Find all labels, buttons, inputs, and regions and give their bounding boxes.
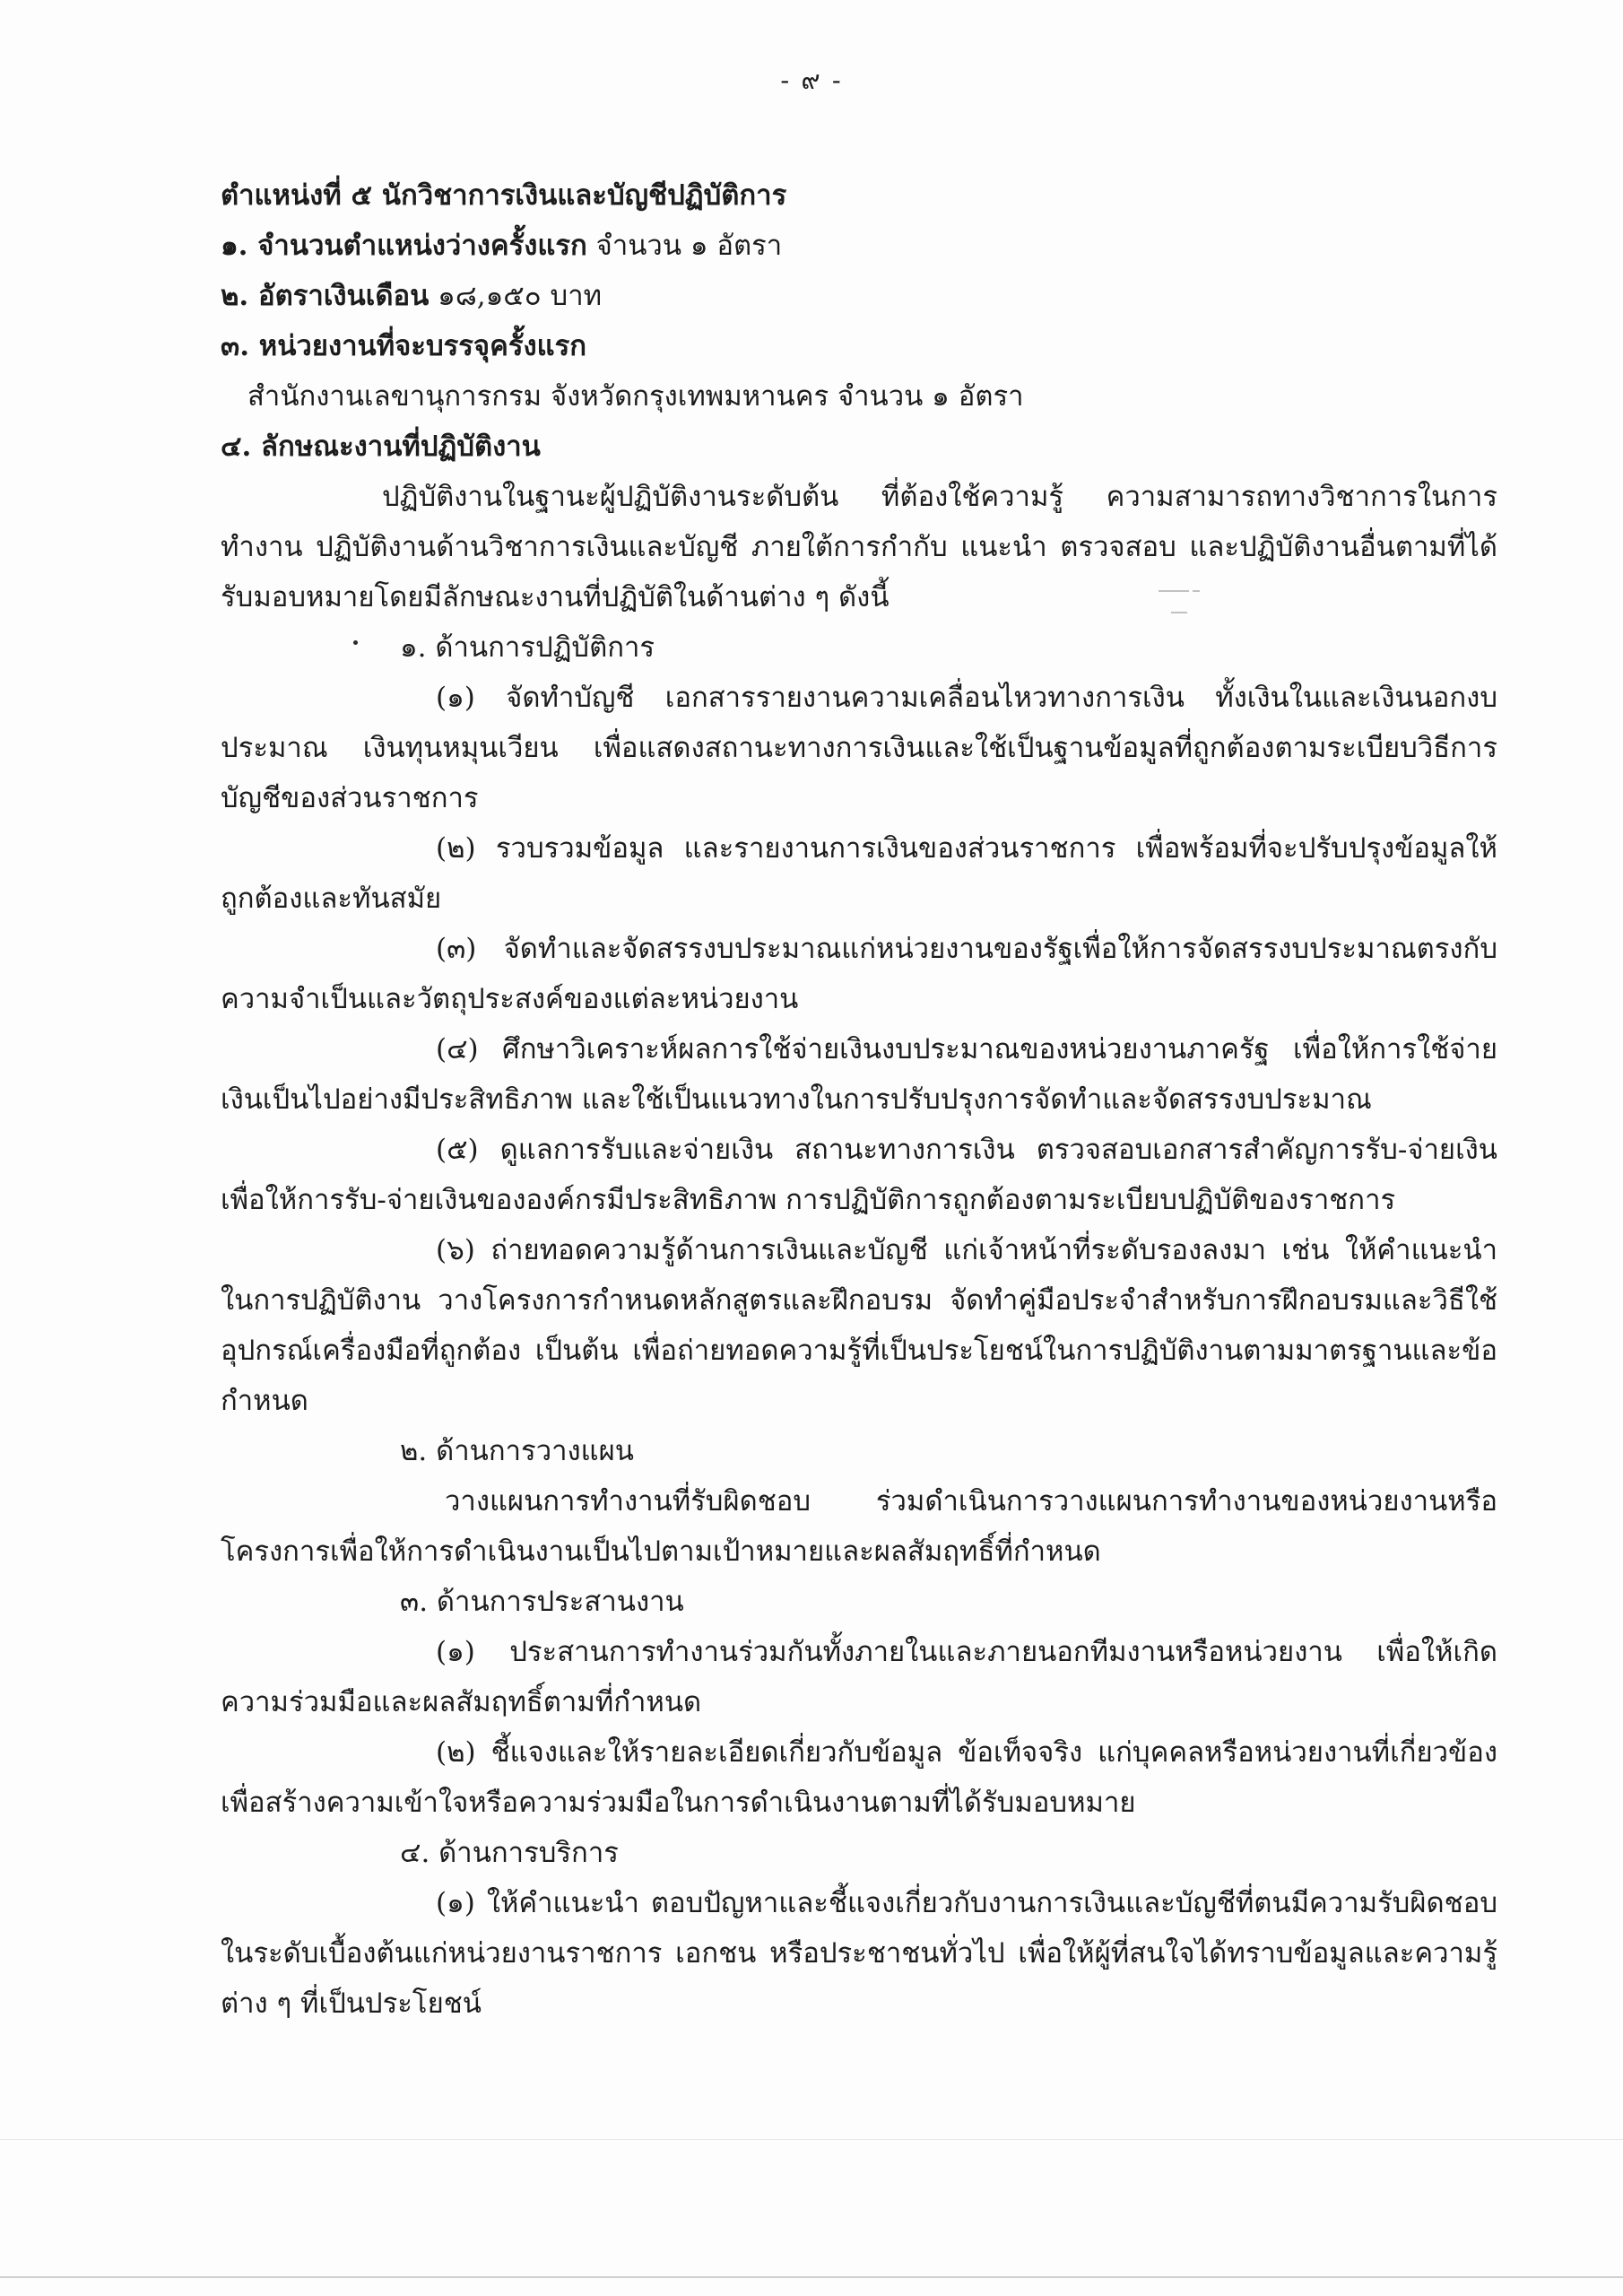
section-1-item-6: (๖) ถ่ายทอดความรู้ด้านการเงินและบัญชี แก่เจ้าหน้าที่ระดับรองลงมา เช่น ให้คำแนะนำในการปฏิบัติงาน วางโครงการกำหนดหลักสูตรและฝึกอบรม จัดทำคู่มือประจำสำหรับการฝึกอบรมและวิธีใช้อุปกรณ์เครื่องมือที่ถูกต้อง เป็นต้น เพื่อถ่ายทอดความรู้ที่เป็นประโยชน์ในการปฏิบัติงานตามมาตรฐานและข้อกำหนด bbox=[221, 1234, 1497, 1417]
section-1-item-4: (๔) ศึกษาวิเคราะห์ผลการใช้จ่ายเงินงบประมาณของหน่วยงานภาครัฐ เพื่อให้การใช้จ่ายเงินเป็นไปอย่างมีประสิทธิภาพ และใช้เป็นแนวทางในการปรับปรุงการจัดทำและจัดสรรงบประมาณ bbox=[221, 1033, 1497, 1116]
section-2-title: ๒. ด้านการวางแผน bbox=[400, 1435, 634, 1467]
item-2-value: ๑๘,๑๕๐ บาท bbox=[429, 280, 603, 312]
section-1-item-3: (๓) จัดทำและจัดสรรงบประมาณแก่หน่วยงานของรัฐเพื่อให้การจัดสรรงบประมาณตรงกับความจำเป็นและวัตถุประสงค์ของแต่ละหน่วยงาน bbox=[221, 933, 1497, 1015]
item-2 bbox=[221, 271, 1497, 321]
section-2-text: วางแผนการทำงานที่รับผิดชอบ ร่วมดำเนินการวางแผนการทำงานของหน่วยงานหรือโครงการเพื่อให้การดำเนินงานเป็นไปตามเป้าหมายและผลสัมฤทธิ์ที่กำหนด bbox=[221, 1485, 1497, 1568]
section-3-item-1: (๑) ประสานการทำงานร่วมกันทั้งภายในและภายนอกทีมงานหรือหน่วยงาน เพื่อให้เกิด ความร่วมมือและผลสัมฤทธิ์ตามที่กำหนด bbox=[221, 1636, 1497, 1718]
item-3-label: ๓. หน่วยงานที่จะบรรจุครั้งแรก bbox=[221, 330, 587, 362]
position-title: ตำแหน่งที่ ๕ นักวิชาการเงินและบัญชีปฏิบัติการ bbox=[221, 179, 787, 212]
section-4-title: ๔. ด้านการบริการ bbox=[400, 1837, 619, 1869]
section-1-item-1: (๑) จัดทำบัญชี เอกสารรายงานความเคลื่อนไหวทางการเงิน ทั้งเงินในและเงินนอกงบประมาณ เงินทุนหมุนเวียน เพื่อแสดงสถานะทางการเงินและใช้เป็นฐานข้อมูลที่ถูกต้องตามระเบียบวิธีการบัญชีของส่วนราชการ bbox=[221, 682, 1497, 814]
item-3-unit: สำนักงานเลขานุการกรม จังหวัดกรุงเทพมหานคร จำนวน ๑ อัตรา bbox=[247, 380, 1024, 413]
item-1-label: ๑. จำนวนตำแหน่งว่างครั้งแรก bbox=[221, 230, 587, 262]
page-bottom-edge bbox=[0, 2276, 1623, 2278]
page-number: - ๙ - bbox=[780, 65, 843, 95]
section-3-title: ๓. ด้านการประสานงาน bbox=[400, 1586, 684, 1618]
scan-edge-line bbox=[0, 2139, 1623, 2140]
section-1-item-2: (๒) รวบรวมข้อมูล และรายงานการเงินของส่วนราชการ เพื่อพร้อมที่จะปรับปรุงข้อมูลให้ถูกต้องและทันสมัย bbox=[221, 832, 1497, 915]
item-4-intro: ปฏิบัติงานในฐานะผู้ปฏิบัติงานระดับต้น ที่ต้องใช้ความรู้ ความสามารถทางวิชาการในการทำงาน ปฏิบัติงานด้านวิชาการเงินและบัญชี ภายใต้การกำกับ แนะนำ ตรวจสอบ และปฏิบัติงานอื่นตามที่ได้รับมอบหมายโดยมีลักษณะงานที่ปฏิบัติในด้านต่าง ๆ ดังนี้ bbox=[221, 481, 1497, 613]
item-1-value: จำนวน ๑ อัตรา bbox=[586, 230, 783, 262]
section-1-title: ๑. ด้านการปฏิบัติการ bbox=[400, 631, 655, 664]
document-body bbox=[221, 170, 1497, 2029]
item-1 bbox=[221, 221, 1497, 271]
section-4-item-1: (๑) ให้คำแนะนำ ตอบปัญหาและชี้แจงเกี่ยวกับงานการเงินและบัญชีที่ตนมีความรับผิดชอบในระดับเบื้องต้นแก่หน่วยงานราชการ เอกชน หรือประชาชนทั่วไป เพื่อให้ผู้ที่สนใจได้ทราบข้อมูลและความรู้ต่าง ๆ ที่เป็นประโยชน์ bbox=[221, 1887, 1497, 2020]
item-2-label: ๒. อัตราเงินเดือน bbox=[221, 280, 430, 312]
section-3-item-2: (๒) ชี้แจงและให้รายละเอียดเกี่ยวกับข้อมูล ข้อเท็จจริง แก่บุคคลหรือหน่วยงานที่เกี่ยวข้องเพื่อสร้างความเข้าใจหรือความร่วมมือในการดำเนินงานตามที่ได้รับมอบหมาย bbox=[221, 1736, 1497, 1819]
item-4-label: ๔. ลักษณะงานที่ปฏิบัติงาน bbox=[221, 430, 541, 463]
section-1-item-5: (๕) ดูแลการรับและจ่ายเงิน สถานะทางการเงิน ตรวจสอบเอกสารสำคัญการรับ-จ่ายเงินเพื่อให้การรับ-จ่ายเงินขององค์กรมีประสิทธิภาพ การปฏิบัติการถูกต้องตามระเบียบปฏิบัติของราชการ bbox=[221, 1134, 1497, 1216]
